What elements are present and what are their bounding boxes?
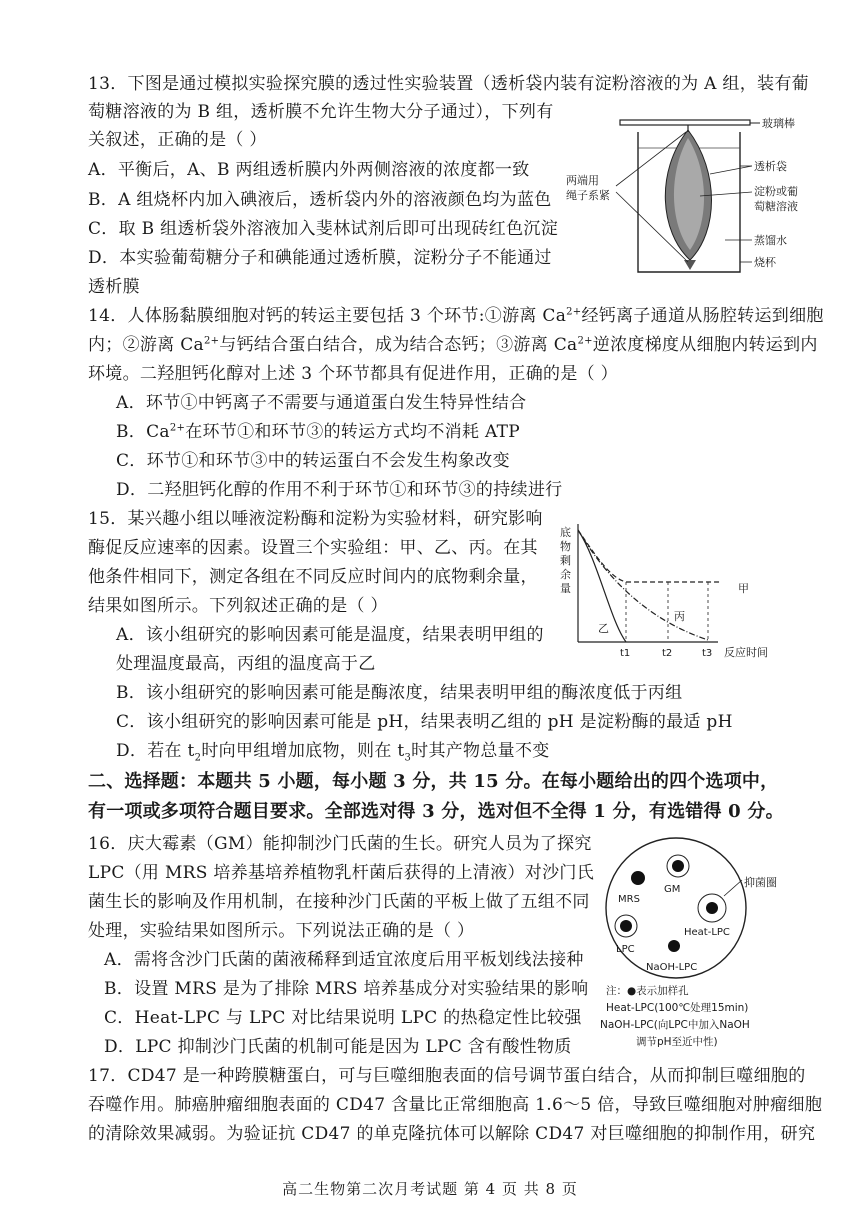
q16-stem-line-4: 处理，实验结果如图所示。下列说法正确的是（ ）: [88, 921, 475, 941]
bag-label: 透析袋: [754, 160, 787, 173]
q13-option-a: A．平衡后，A、B 两组透析膜内外两侧溶液的浓度都一致: [88, 160, 530, 180]
q16-stem-line-3: 菌生长的影响及作用机制，在接种沙门氏菌的平板上做了五组不同: [88, 892, 590, 912]
q15-option-a: A．该小组研究的影响因素可能是温度，结果表明甲组的: [116, 625, 544, 645]
rope-label-1: 两端用: [566, 174, 599, 187]
q14-line1-b: 经钙离子通道从肠腔转运到细胞: [581, 306, 824, 326]
q17-stem-line-1: 17．CD47 是一种跨膜糖蛋白，可与巨噬细胞表面的信号调节蛋白结合，从而抑制巨噬细胞的: [88, 1066, 806, 1086]
q17-stem-line-3: 的清除效果减弱。为验证抗 CD47 的单克隆抗体可以解除 CD47 对巨噬细胞的抑制作用，研究: [88, 1124, 816, 1144]
well-lpc: [620, 920, 632, 932]
series-jia-line: [578, 530, 720, 582]
inhibition-zone-label: 抑菌圈: [744, 876, 777, 889]
q14-line2-c: 逆浓度梯度从细胞内转运到内: [592, 335, 818, 355]
q13-stem-line-2: 萄糖溶液的为 B 组，透析膜不允许生物大分子通过），下列有: [88, 102, 554, 122]
beaker-label: 烧杯: [754, 256, 776, 269]
series-label-jia: 甲: [738, 582, 749, 595]
ca-charge-sup: 2+: [203, 335, 220, 347]
q16-option-c: C．Heat-LPC 与 LPC 对比结果说明 LPC 的热稳定性比较强: [104, 1008, 582, 1028]
t2-sub: 2: [194, 752, 202, 764]
substrate-chart: [548, 520, 788, 660]
q14-stem-line-1: [88, 304, 824, 328]
water-label: 蒸馏水: [754, 234, 787, 247]
q13-stem-line-3: 关叙述，正确的是（ ）: [88, 130, 267, 150]
x-tick-t3: t3: [702, 648, 713, 659]
dialysis-apparatus-figure: [560, 112, 850, 282]
q16-option-a: A．需将含沙门氏菌的菌液稀释到适宜浓度后用平板划线法接种: [104, 950, 584, 970]
well-heat-lpc: [706, 902, 718, 914]
q13-stem-line-1: 13．下图是通过模拟实验探究膜的透过性实验装置（透析袋内装有淀粉溶液的为 A 组，装有葡: [88, 74, 809, 94]
series-label-yi: 乙: [598, 622, 609, 635]
section2-heading-line-2: 有一项或多项符合题目要求。全部选对得 3 分，选对但不全得 1 分，有选错得 0 分。: [88, 801, 784, 822]
y-axis-label-char-2: 物: [560, 540, 571, 553]
q13-option-d-cont: 透析膜: [88, 277, 140, 297]
well-mrs: [631, 871, 645, 885]
q13-option-b: B．A 组烧杯内加入碘液后，透析袋内外的溶液颜色均为蓝色: [88, 190, 552, 210]
q14-line2-a: 内；②游离 Ca: [88, 335, 204, 355]
lpc-label: LPC: [616, 944, 635, 955]
x-tick-t2: t2: [662, 648, 673, 659]
gm-label: GM: [664, 884, 681, 895]
q16-option-b: B．设置 MRS 是为了排除 MRS 培养基成分对实验结果的影响: [104, 979, 589, 999]
well-gm: [672, 860, 684, 872]
q17-stem-line-2: 吞噬作用。肺癌肿瘤细胞表面的 CD47 含量比正常细胞高 1.6～5 倍，导致巨噬细胞对肿瘤细胞: [88, 1095, 823, 1115]
q14-option-b-prefix: B．Ca: [116, 422, 170, 442]
note-line-2: Heat-LPC(100℃处理15min): [606, 1002, 749, 1014]
q15-option-b: B．该小组研究的影响因素可能是酶浓度，结果表明甲组的酶浓度低于丙组: [116, 683, 683, 703]
q14-stem-line-2: [88, 333, 818, 357]
q14-option-d: D．二羟胆钙化醇的作用不利于环节①和环节③的持续进行: [116, 480, 563, 500]
q16-stem-line-2: LPC（用 MRS 培养基培养植物乳杆菌后获得的上清液）对沙门氏: [88, 863, 594, 883]
q13-option-d: D．本实验葡萄糖分子和碘能通过透析膜，淀粉分子不能通过: [88, 248, 552, 268]
q16-option-d: D．LPC 抑制沙门氏菌的机制可能是因为 LPC 含有酸性物质: [104, 1037, 572, 1057]
q15-option-d-a: D．若在 t: [116, 741, 195, 761]
note-line-1: 注：●表示加样孔: [606, 985, 689, 997]
y-axis-label-char-1: 底: [560, 526, 571, 539]
solution-label-2: 萄糖溶液: [754, 200, 798, 213]
section2-heading-line-1: 二、选择题：本题共 5 小题，每小题 3 分，共 15 分。在每小题给出的四个选项中，: [88, 771, 779, 792]
q15-option-d-b: 时向甲组增加底物，则在 t: [201, 741, 405, 761]
note-line-3: NaOH-LPC(向LPC中加入NaOH: [600, 1019, 750, 1031]
q15-stem-line-2: 酶促反应速率的因素。设置三个实验组：甲、乙、丙。在其: [88, 538, 538, 558]
ca-charge-sup: 2+: [566, 306, 582, 318]
y-axis-label-char-5: 量: [560, 582, 571, 595]
q15-option-c: C．该小组研究的影响因素可能是 pH，结果表明乙组的 pH 是淀粉酶的最适 pH: [116, 712, 733, 732]
x-axis-label: 反应时间: [724, 646, 768, 659]
q14-option-b: [116, 420, 520, 444]
ca-charge-sup: 2+: [577, 335, 593, 347]
q14-line2-b: 与钙结合蛋白结合，成为结合态钙；③游离 Ca: [219, 335, 578, 355]
glass-rod-label: 玻璃棒: [762, 117, 795, 130]
ca-charge-sup: 2+: [169, 422, 186, 434]
solution-label-1: 淀粉或葡: [754, 185, 798, 198]
petri-dish-figure: [596, 836, 836, 1066]
q14-option-a: A．环节①中钙离子不需要与通道蛋白发生特异性结合: [116, 393, 527, 413]
series-label-bing: 丙: [674, 610, 685, 623]
q15-option-a-cont: 处理温度最高，丙组的温度高于乙: [116, 654, 376, 674]
glass-rod: [620, 120, 750, 125]
q14-option-c: C．环节①和环节③中的转运蛋白不会发生构象改变: [116, 451, 510, 471]
rope-label-2: 绳子系紧: [566, 189, 610, 202]
x-tick-t1: t1: [620, 648, 631, 659]
y-axis-label-char-3: 剩: [560, 554, 571, 567]
q15-stem-line-1: 15．某兴趣小组以唾液淀粉酶和淀粉为实验材料，研究影响: [88, 509, 543, 529]
q14-stem-line-3: 环境。二羟胆钙化醇对上述 3 个环节都具有促进作用，正确的是（ ）: [88, 364, 618, 384]
q15-stem-line-3: 他条件相同下，测定各组在不同反应时间内的底物剩余量，: [88, 567, 538, 587]
note-line-4: 调节pH至近中性): [636, 1036, 718, 1048]
q15-stem-line-4: 结果如图所示。下列叙述正确的是（ ）: [88, 596, 388, 616]
q14-option-b-text: 在环节①和环节③的转运方式均不消耗 ATP: [185, 422, 521, 442]
q14-line1-a: 14．人体肠黏膜细胞对钙的转运主要包括 3 个环节:①游离 Ca: [88, 306, 567, 326]
t3-sub: 3: [404, 752, 412, 764]
page-footer: 高二生物第二次月考试题 第 4 页 共 8 页: [282, 1180, 578, 1198]
mrs-label: MRS: [618, 894, 640, 905]
q13-option-c: C．取 B 组透析袋外溶液加入斐林试剂后即可出现砖红色沉淀: [88, 219, 559, 239]
heat-lpc-label: Heat-LPC: [684, 927, 730, 938]
naoh-lpc-label: NaOH-LPC: [646, 962, 698, 973]
well-naoh-lpc: [668, 940, 680, 952]
q16-stem-line-1: 16．庆大霉素（GM）能抑制沙门氏菌的生长。研究人员为了探究: [88, 834, 592, 854]
petri-dish: [606, 838, 746, 978]
q15-option-d-c: 时其产物总量不变: [411, 741, 550, 761]
y-axis-label-char-4: 余: [560, 568, 571, 581]
q15-option-d: [116, 739, 550, 763]
